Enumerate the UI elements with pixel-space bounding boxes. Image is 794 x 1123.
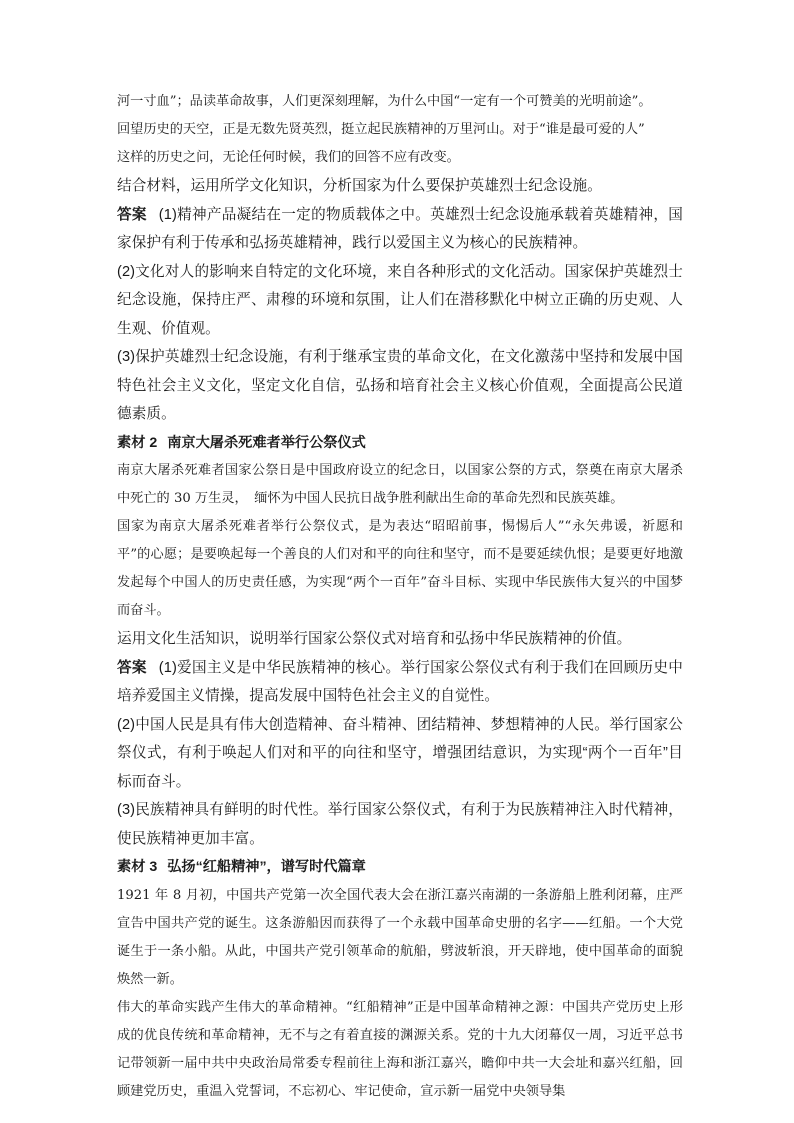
question-1: 结合材料，运用所学文化知识，分析国家为什么要保护英雄烈士纪念设施。 — [117, 178, 602, 194]
answer-text: (1)爱国主义是中华民族精神的核心。举行国家公祭仪式有利于我们在回顾历史中培养爱国主义情操，提高发展中国特色社会主义的自觉性。 — [117, 659, 684, 704]
answer-text: (1)精神产品凝结在一定的物质载体之中。英雄烈士纪念设施承载着英雄精神，国家保护有利于传承和弘扬英雄精神，践行以爱国主义为核心的民族精神。 — [117, 206, 684, 251]
answer-1-item: (3)保护英雄烈士纪念设施，有利于继承宝贵的革命文化，在文化激荡中坚持和发展中国特色社会主义文化，坚定文化自信，弘扬和培育社会主义核心价值观，全面提高公民道德素质。 — [117, 349, 683, 422]
answer-label: 答案 — [117, 206, 147, 223]
document-page — [117, 88, 683, 1106]
answer-2-item: (3)民族精神具有鲜明的时代性。举行国家公祭仪式，有利于为民族精神注入时代精神，使民族精神更加丰富。 — [117, 802, 683, 847]
material-title: 弘扬“红船精神”，谱写时代篇章 — [167, 859, 366, 875]
material-2-heading — [117, 429, 683, 458]
material-line: 河一寸血”；品读革命故事，人们更深刻理解，为什么中国“一定有一个可赞美的光明前途”。 — [117, 94, 652, 109]
material-label: 素材 3 — [117, 859, 158, 875]
material-3-paragraph: 1921 年 8 月初，中国共产党第一次全国代表大会在浙江嘉兴南湖的一条游船上胜利闭幕，庄严宣告中国共产党的诞生。这条游船因而获得了一个永载中国革命史册的名字——红船。一个大党诞生于一条小船。从此，中国共产党引领革命的航船，劈波斩浪，开天辟地，使中国革命的面貌焕然一新。 — [117, 887, 683, 987]
material-3-paragraph: 伟大的革命实践产生伟大的革命精神。“红船精神”正是中国革命精神之源：中国共产党历史上形成的优良传统和革命精神，无不与之有着直接的渊源关系。党的十九大闭幕仅一周，习近平总书记带领新一届中共中央政治局常委专程前往上海和浙江嘉兴，瞻仰中共一大会址和嘉兴红船，回顾建党历史，重温入党誓词，不忘初心、牢记使命，宣示新一届党中央领导集 — [117, 999, 683, 1099]
material-label: 素材 2 — [117, 434, 158, 451]
answer-1-item: (2)文化对人的影响来自特定的文化环境，来自各种形式的文化活动。国家保护英雄烈士纪念设施，保持庄严、肃穆的环境和氛围，让人们在潜移默化中树立正确的历史观、人生观、价值观。 — [117, 263, 683, 337]
material-3-heading — [117, 853, 683, 882]
answer-2-item — [117, 654, 683, 711]
answer-2-item: (2)中国人民是具有伟大创造精神、奋斗精神、团结精神、梦想精神的人民。举行国家公祭仪式，有利于唤起人们对和平的向往和坚守，增强团结意识，为实现“两个一百年”目标而奋斗。 — [117, 716, 683, 790]
material-2-paragraph: 国家为南京大屠杀死难者举行公祭仪式，是为表达“昭昭前事，惕惕后人”“永矢弗谖，祈愿和平”的心愿；是要唤起每一个善良的人们对和平的向往和坚守，而不是要延续仇恨；是要更好地激发起每个中国人的历史责任感，为实现“两个一百年”奋斗目标、实现中华民族伟大复兴的中国梦而奋斗。 — [117, 519, 683, 618]
material-1-continuation — [117, 88, 683, 172]
answer-1-item — [117, 201, 683, 258]
material-2-paragraph: 南京大屠杀死难者国家公祭日是中国政府设立的纪念日，以国家公祭的方式，祭奠在南京大屠杀中死亡的 30 万生灵， 缅怀为中国人民抗日战争胜利献出生命的革命先烈和民族英雄。 — [117, 463, 683, 506]
question-2: 运用文化生活知识，说明举行国家公祭仪式对培育和弘扬中华民族精神的价值。 — [117, 631, 632, 647]
material-line: 回望历史的天空，正是无数先贤英烈，挺立起民族精神的万里河山。对于“谁是最可爱的人” — [117, 122, 645, 137]
material-title: 南京大屠杀死难者举行公祭仪式 — [167, 434, 366, 451]
material-line: 这样的历史之问，无论任何时候，我们的回答不应有改变。 — [117, 150, 460, 165]
answer-label: 答案 — [117, 659, 147, 676]
